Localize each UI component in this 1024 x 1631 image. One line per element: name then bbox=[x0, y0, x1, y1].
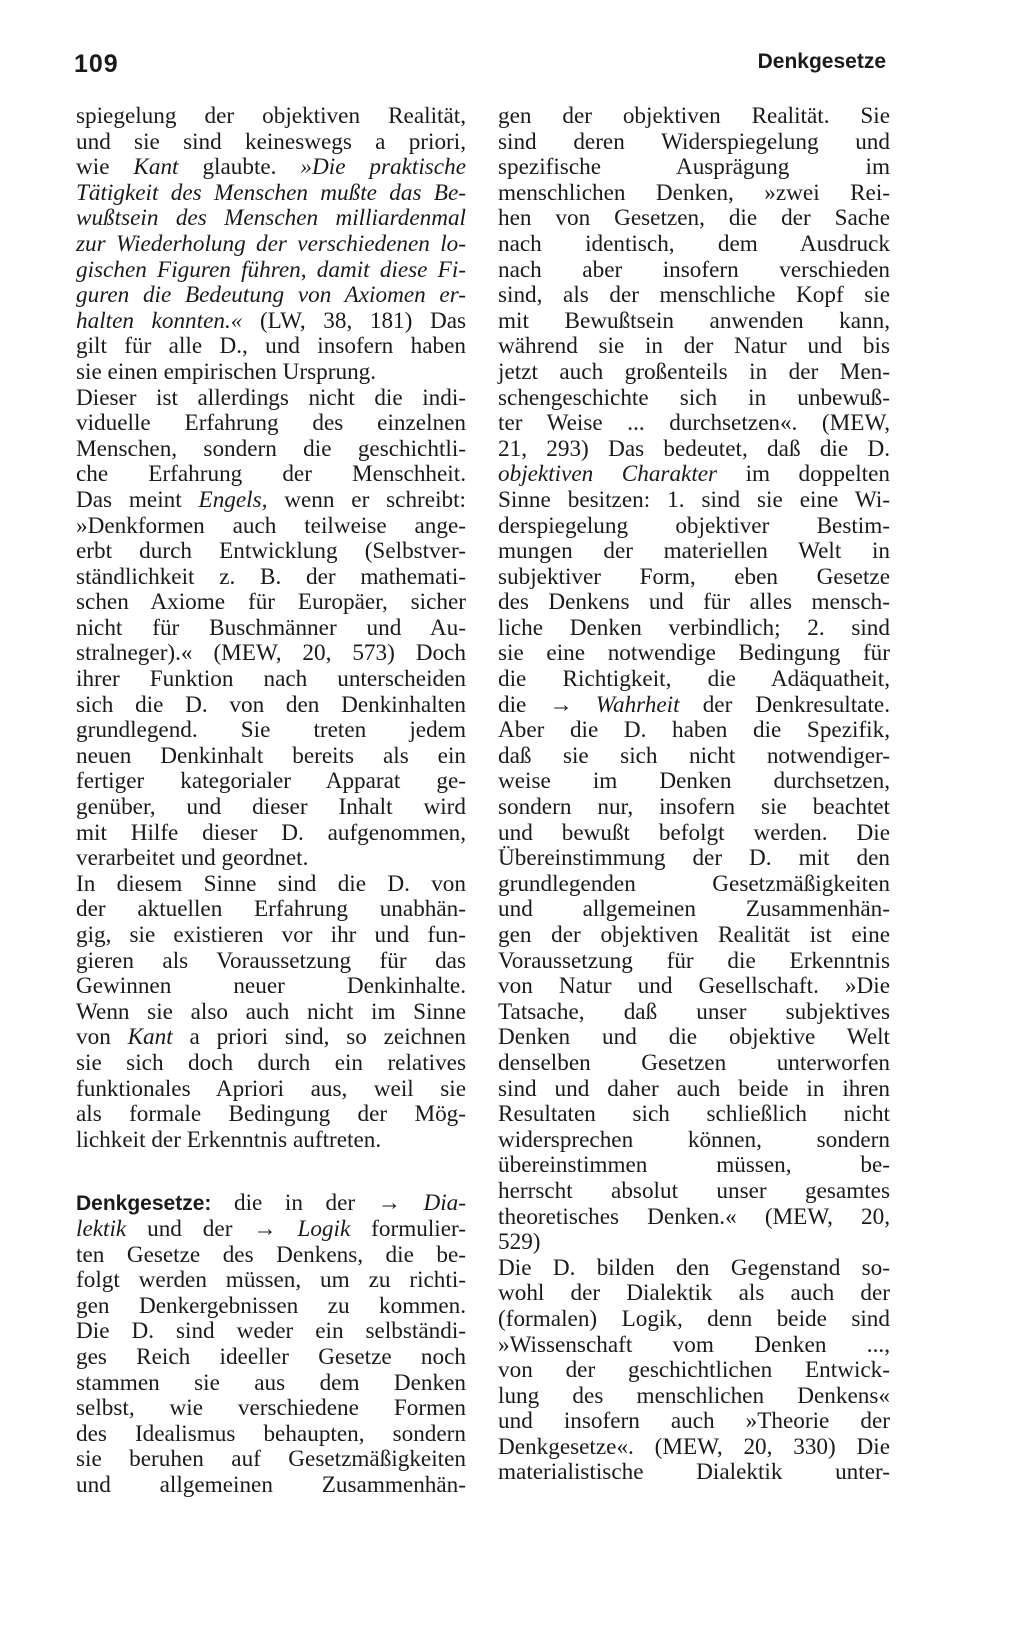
text-line: lichkeit der Erkenntnis auftreten. bbox=[76, 1126, 382, 1153]
headword: Denkgesetze: bbox=[76, 1192, 212, 1216]
text-line: wie Kant glaubte. »Die praktische bbox=[76, 154, 466, 181]
text-line: die Richtigkeit, die Adäquatheit, bbox=[498, 666, 890, 693]
text-line: nach aber insofern verschieden bbox=[498, 256, 890, 283]
text-line: und insofern auch »Theorie der bbox=[498, 1408, 890, 1435]
text-line: mit Bewußtsein anwenden kann, bbox=[498, 307, 890, 334]
text-line: sind, als der menschliche Kopf sie bbox=[498, 282, 890, 309]
text-line: sind und daher auch beide in ihren bbox=[498, 1075, 890, 1102]
text-line: und bewußt befolgt werden. Die bbox=[498, 819, 890, 846]
left-column bbox=[76, 104, 466, 1498]
text-line: mungen der materiellen Welt in bbox=[498, 538, 890, 565]
page-number: 109 bbox=[74, 50, 119, 78]
entry-headword-line: Denkgesetze: die in der → Dia- bbox=[76, 1190, 466, 1217]
text-line: lektik und der → Logik formulier- bbox=[76, 1215, 466, 1242]
text-line: fertiger kategorialer Apparat ge- bbox=[76, 768, 466, 795]
text-line: Dieser ist allerdings nicht die indi- bbox=[76, 384, 466, 411]
text-line: während sie in der Natur und bis bbox=[498, 333, 890, 360]
text-line: grundlegenden Gesetzmäßigkeiten bbox=[498, 870, 890, 897]
text-line: erbt durch Entwicklung (Selbstver- bbox=[76, 538, 466, 565]
text-line: Die D. bilden den Gegenstand so- bbox=[498, 1254, 890, 1281]
text-line: schengeschichte sich in unbewuß- bbox=[498, 384, 890, 411]
text-line: grundlegend. Sie treten jedem bbox=[76, 717, 466, 744]
text-line: Das meint Engels, wenn er schreibt: bbox=[76, 486, 466, 513]
text-line: 21, 293) Das bedeutet, daß die D. bbox=[498, 435, 890, 462]
text-line: von Kant a priori sind, so zeichnen bbox=[76, 1024, 467, 1051]
text-line: Wenn sie also auch nicht im Sinne bbox=[76, 998, 466, 1025]
text-line: ges Reich ideeller Gesetze noch bbox=[76, 1343, 466, 1370]
text-line: stralneger).« (MEW, 20, 573) Doch bbox=[76, 640, 466, 667]
text-line: herrscht absolut unser gesamtes bbox=[498, 1177, 890, 1204]
text-line: des Idealismus behaupten, sondern bbox=[76, 1420, 466, 1447]
quote: »Die praktische bbox=[300, 154, 466, 181]
text-line: materialistische Dialektik unter- bbox=[498, 1459, 890, 1486]
text-line: Denkgesetze«. (MEW, 20, 330) Die bbox=[498, 1433, 890, 1460]
text-line: und sie sind keineswegs a priori, bbox=[76, 128, 466, 155]
text-line: viduelle Erfahrung des einzelnen bbox=[76, 410, 466, 437]
crossref-logik[interactable]: Logik bbox=[297, 1215, 351, 1242]
text-line: subjektiver Form, eben Gesetze bbox=[498, 563, 890, 590]
text-line: Die D. sind weder ein selbständi- bbox=[76, 1318, 466, 1345]
text-line: die → Wahrheit der Denkresultate. bbox=[498, 691, 890, 718]
text-line: wohl der Dialektik als auch der bbox=[498, 1280, 890, 1307]
text-line: sie beruhen auf Gesetzmäßigkeiten bbox=[76, 1446, 466, 1473]
text-line: hen von Gesetzen, die der Sache bbox=[498, 205, 890, 232]
text-line: nicht für Buschmänner und Au- bbox=[76, 614, 466, 641]
quote-line: zur Wiederholung der verschiedenen lo- bbox=[76, 230, 466, 257]
text-line: und allgemeinen Zusammenhän- bbox=[498, 896, 890, 923]
text-line: stammen sie aus dem Denken bbox=[76, 1369, 466, 1396]
text-line: sie eine notwendige Bedingung für bbox=[498, 640, 890, 667]
text-line: genüber, und dieser Inhalt wird bbox=[76, 794, 466, 821]
text-line: jetzt auch großenteils in der Men- bbox=[498, 358, 890, 385]
text-line: che Erfahrung der Menschheit. bbox=[76, 461, 466, 488]
crossref-dialektik[interactable]: lektik bbox=[76, 1215, 127, 1242]
quote-line: wußtsein des Menschen milliardenmal bbox=[76, 205, 466, 232]
entry-gap bbox=[76, 1153, 466, 1191]
text-line: gen Denkergebnissen zu kommen. bbox=[76, 1292, 466, 1319]
crossref-wahrheit[interactable]: Wahrheit bbox=[595, 691, 680, 718]
text-line: theoretisches Denken.« (MEW, 20, bbox=[498, 1203, 890, 1230]
text-line: Denken und die objektive Welt bbox=[498, 1024, 890, 1051]
text-line: selbst, wie verschiedene Formen bbox=[76, 1395, 466, 1422]
quote-line: Tätigkeit des Menschen mußte das Be- bbox=[76, 179, 466, 206]
text-line: weise im Denken durchsetzen, bbox=[498, 768, 890, 795]
text-line: spezifische Ausprägung im bbox=[498, 154, 890, 181]
name-engels: Engels, bbox=[198, 486, 268, 513]
text-line: spiegelung der objektiven Realität, bbox=[76, 103, 466, 129]
crossref-dialektik[interactable]: Dia- bbox=[423, 1190, 466, 1217]
text-line: nach identisch, dem Ausdruck bbox=[498, 230, 890, 257]
text-line: »Denkformen auch teilweise ange- bbox=[76, 512, 466, 539]
page-header bbox=[74, 50, 886, 84]
quote-line: guren die Bedeutung von Axiomen er- bbox=[76, 282, 466, 309]
text-line: ständlichkeit z. B. der mathemati- bbox=[76, 563, 466, 590]
name-kant: Kant bbox=[133, 154, 179, 181]
text-line: übereinstimmen müssen, be- bbox=[498, 1152, 890, 1179]
text-line: objektiven Charakter im doppelten bbox=[498, 461, 890, 488]
text-line: sie sich doch durch ein relatives bbox=[76, 1049, 466, 1076]
text-line: menschlichen Denken, »zwei Rei- bbox=[498, 179, 890, 206]
text-line: Aber die D. haben die Spezifik, bbox=[498, 717, 890, 744]
text-line: Sinne besitzen: 1. sind sie eine Wi- bbox=[498, 486, 890, 513]
text-line: Resultaten sich schließlich nicht bbox=[498, 1101, 890, 1128]
text-line: »Wissenschaft vom Denken ..., bbox=[498, 1331, 890, 1358]
text-line: Voraussetzung für die Erkenntnis bbox=[498, 947, 890, 974]
text-line: liche Denken verbindlich; 2. sind bbox=[498, 614, 890, 641]
text-line: sich die D. von den Denkinhalten bbox=[76, 691, 466, 718]
text-line: folgt werden müssen, um zu richti- bbox=[76, 1267, 466, 1294]
text-line: funktionales Apriori aus, weil sie bbox=[76, 1075, 466, 1102]
text-line: ihrer Funktion nach unterscheiden bbox=[76, 666, 466, 693]
text-line: sondern nur, insofern sie beachtet bbox=[498, 794, 890, 821]
text-line: gig, sie existieren vor ihr und fun- bbox=[76, 922, 466, 948]
text-line: daß sie sich nicht notwendiger- bbox=[498, 742, 890, 769]
text-line: mit Hilfe dieser D. aufgenommen, bbox=[76, 819, 466, 846]
text-line: neuen Denkinhalt bereits als ein bbox=[76, 742, 466, 769]
text-line: Menschen, sondern die geschichtli- bbox=[76, 435, 466, 462]
text-line: derspiegelung objektiver Bestim- bbox=[498, 512, 890, 539]
text-line: von Natur und Gesellschaft. »Die bbox=[498, 973, 890, 1000]
text-line: als formale Bedingung der Mög- bbox=[76, 1101, 466, 1128]
text-line: Übereinstimmung der D. mit den bbox=[498, 845, 890, 872]
text-line: Tatsache, daß unser subjektives bbox=[498, 998, 890, 1025]
text-line: sind deren Widerspiegelung und bbox=[498, 128, 890, 155]
quote-line: gischen Figuren führen, damit diese Fi- bbox=[76, 256, 466, 283]
text-line: (formalen) Logik, denn beide sind bbox=[498, 1305, 890, 1332]
text-line: gen der objektiven Realität ist eine bbox=[498, 922, 890, 948]
text-line: der aktuellen Erfahrung unabhän- bbox=[76, 896, 466, 923]
text-line: ter Weise ... durchsetzen«. (MEW, bbox=[498, 410, 890, 437]
text-line: Gewinnen neuer Denkinhalte. bbox=[76, 973, 466, 1000]
text-line: widersprechen können, sondern bbox=[498, 1126, 890, 1153]
text-line: lung des menschlichen Denkens« bbox=[498, 1382, 890, 1409]
text-line: sie einen empirischen Ursprung. bbox=[76, 358, 377, 385]
text-line: halten konnten.« (LW, 38, 181) Das bbox=[76, 307, 467, 334]
text-line: von der geschichtlichen Entwick- bbox=[498, 1357, 890, 1384]
text-line: verarbeitet und geordnet. bbox=[76, 845, 309, 872]
text-line: gilt für alle D., und insofern haben bbox=[76, 333, 466, 360]
text-line: denselben Gesetzen unterworfen bbox=[498, 1049, 890, 1076]
text-line: gieren als Voraussetzung für das bbox=[76, 947, 466, 974]
text-line: 529) bbox=[498, 1229, 541, 1256]
text-line: schen Axiome für Europäer, sicher bbox=[76, 589, 466, 616]
running-title: Denkgesetze bbox=[757, 50, 886, 73]
text-line: In diesem Sinne sind die D. von bbox=[76, 870, 466, 897]
text-line: ten Gesetze des Denkens, die be- bbox=[76, 1241, 466, 1268]
text-line: gen der objektiven Realität. Sie bbox=[498, 103, 890, 129]
right-column bbox=[498, 104, 890, 1486]
name-kant: Kant bbox=[127, 1024, 173, 1051]
text-line: des Denkens und für alles mensch- bbox=[498, 589, 890, 616]
emphasis: objektiven Charakter bbox=[498, 461, 718, 488]
text-line: und allgemeinen Zusammenhän- bbox=[76, 1471, 466, 1498]
